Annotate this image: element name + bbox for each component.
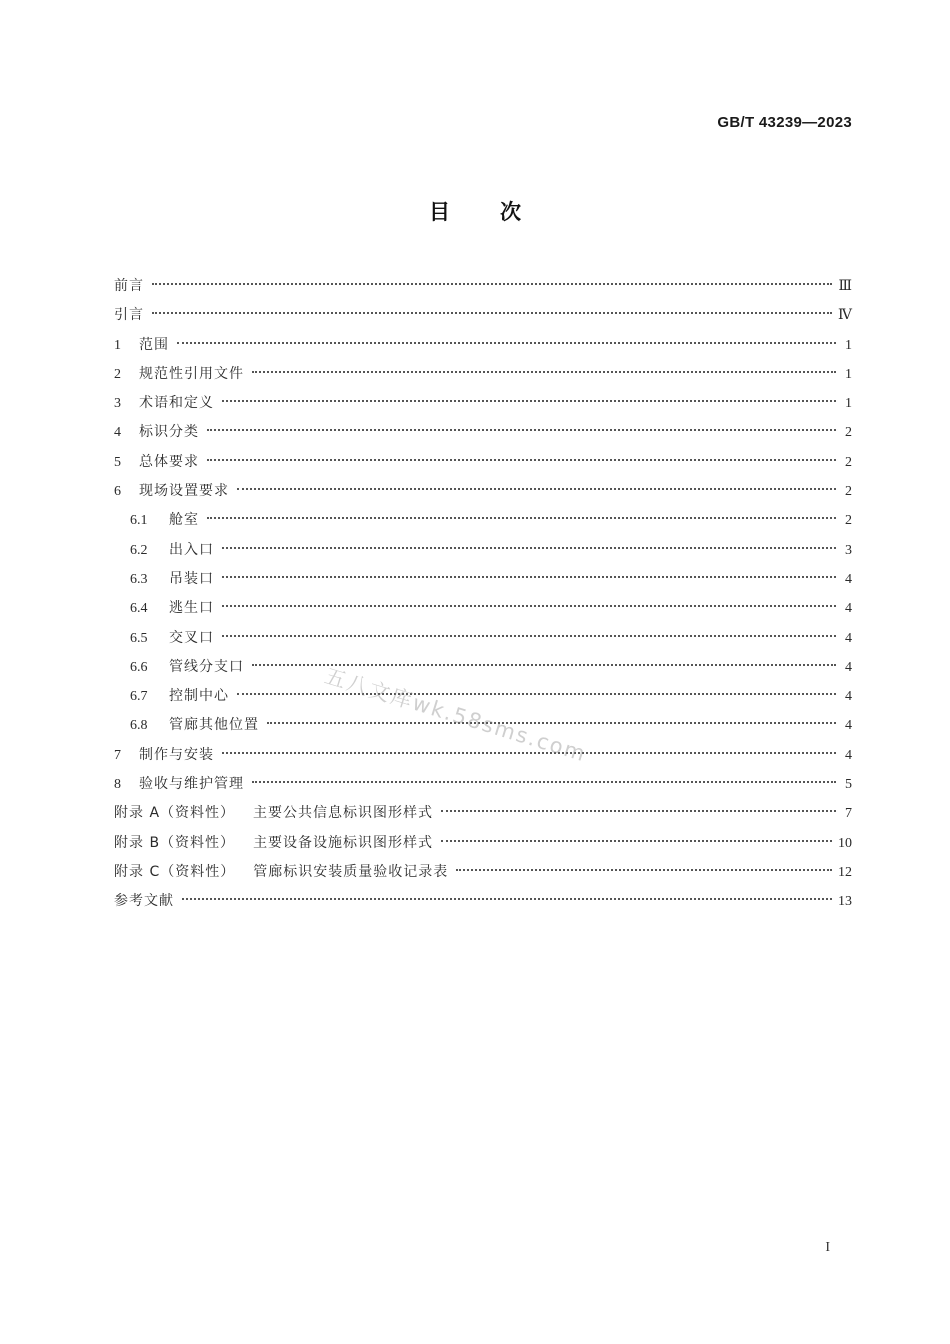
toc-entry-page: 3 bbox=[845, 542, 852, 558]
toc-entry-label: 出入口 bbox=[169, 541, 214, 558]
toc-entry-page: Ⅲ bbox=[838, 279, 852, 294]
toc-entry-number: 1 bbox=[114, 337, 121, 353]
toc-entry-page: 7 bbox=[845, 806, 852, 822]
dot-leader bbox=[222, 605, 836, 607]
dot-leader bbox=[222, 576, 836, 578]
toc-entry-page: 5 bbox=[845, 777, 852, 793]
dot-leader bbox=[222, 547, 836, 549]
toc-entry-appendix-c[interactable] bbox=[114, 861, 852, 890]
toc-entry-number: 6.7 bbox=[130, 689, 148, 705]
toc-entry-label: 交叉口 bbox=[169, 629, 214, 646]
toc-entry-page: 13 bbox=[838, 894, 852, 910]
toc-entry-label: 前言 bbox=[114, 278, 144, 294]
toc-entry-section-8[interactable] bbox=[114, 773, 852, 802]
toc-entry-page: 10 bbox=[838, 835, 852, 851]
dot-leader bbox=[441, 840, 832, 842]
dot-leader bbox=[182, 898, 832, 900]
dot-leader bbox=[152, 312, 832, 314]
page-title: 目次 bbox=[429, 200, 571, 224]
toc-entry-label: 术语和定义 bbox=[139, 395, 214, 412]
standard-code: GB/T 43239—2023 bbox=[717, 114, 852, 131]
dot-leader bbox=[222, 635, 836, 637]
dot-leader bbox=[237, 488, 836, 490]
toc-entry-page: Ⅳ bbox=[838, 308, 852, 324]
dot-leader bbox=[222, 400, 836, 402]
page-number: I bbox=[825, 1240, 830, 1255]
toc-entry-number: 6.6 bbox=[130, 659, 148, 675]
toc-entry-label: 逃生口 bbox=[169, 600, 214, 617]
dot-leader bbox=[441, 810, 836, 812]
toc-entry-section-6[interactable] bbox=[114, 480, 852, 509]
toc-entry-preface[interactable] bbox=[114, 275, 852, 304]
toc-entry-section-4[interactable] bbox=[114, 421, 852, 450]
toc-entry-number: 6.2 bbox=[130, 542, 148, 558]
toc-entry-page: 2 bbox=[845, 425, 852, 441]
toc-entry-label: 制作与安装 bbox=[139, 746, 214, 763]
dot-leader bbox=[152, 283, 832, 285]
toc-entry-page: 1 bbox=[845, 396, 852, 412]
toc-entry-appendix-a[interactable] bbox=[114, 802, 852, 831]
toc-entry-label: 吊装口 bbox=[169, 570, 214, 587]
toc-entry-label: 引言 bbox=[114, 307, 144, 324]
toc-entry-section-7[interactable] bbox=[114, 744, 852, 773]
dot-leader bbox=[207, 429, 836, 431]
toc-entry-label: 管廊标识安装质量验收记录表 bbox=[253, 863, 449, 880]
toc-entry-number: 8 bbox=[114, 777, 121, 793]
dot-leader bbox=[456, 869, 832, 871]
toc-entry-page: 4 bbox=[845, 571, 852, 587]
toc-entry-number: 4 bbox=[114, 425, 121, 441]
toc-entry-appendix-b[interactable] bbox=[114, 832, 852, 861]
dot-leader bbox=[252, 371, 836, 373]
toc-entry-section-2[interactable] bbox=[114, 363, 852, 392]
dot-leader bbox=[177, 342, 836, 344]
toc-entry-page: 4 bbox=[845, 689, 852, 705]
toc-entry-section-6-1[interactable] bbox=[114, 509, 852, 538]
dot-leader bbox=[237, 693, 836, 695]
toc-entry-label: 规范性引用文件 bbox=[139, 365, 244, 382]
dot-leader bbox=[207, 459, 836, 461]
toc-entry-appendix-prefix: 附录 C（资料性） bbox=[114, 863, 236, 880]
toc-entry-section-6-2[interactable] bbox=[114, 539, 852, 568]
toc-entry-page: 4 bbox=[845, 718, 852, 734]
toc-entry-references[interactable] bbox=[114, 890, 852, 919]
toc-entry-label: 参考文献 bbox=[114, 893, 174, 910]
toc-entry-page: 4 bbox=[845, 601, 852, 617]
toc-entry-section-6-3[interactable] bbox=[114, 568, 852, 597]
toc-entry-label: 控制中心 bbox=[169, 688, 229, 705]
toc-entry-number: 7 bbox=[114, 747, 121, 763]
watermark: 五八文库wk.58sms.com bbox=[321, 663, 590, 767]
toc-entry-number: 5 bbox=[114, 454, 121, 470]
toc-entry-label: 验收与维护管理 bbox=[139, 776, 244, 793]
toc-entry-label: 标识分类 bbox=[139, 424, 199, 441]
toc-entry-label: 主要设备设施标识图形样式 bbox=[253, 834, 434, 851]
toc-entry-label: 管廊其他位置 bbox=[169, 717, 259, 734]
toc-entry-appendix-prefix: 附录 A（资料性） bbox=[114, 805, 236, 822]
toc-entry-section-6-4[interactable] bbox=[114, 597, 852, 626]
toc-entry-label: 舱室 bbox=[169, 512, 199, 529]
toc-entry-label: 范围 bbox=[139, 336, 169, 353]
toc-entry-introduction[interactable] bbox=[114, 304, 852, 333]
toc-entry-section-1[interactable] bbox=[114, 334, 852, 363]
table-of-contents bbox=[114, 275, 852, 920]
toc-entry-number: 6 bbox=[114, 484, 121, 500]
toc-entry-section-6-6[interactable] bbox=[114, 656, 852, 685]
toc-entry-page: 4 bbox=[845, 630, 852, 646]
toc-entry-number: 2 bbox=[114, 366, 121, 382]
toc-entry-section-3[interactable] bbox=[114, 392, 852, 421]
toc-entry-page: 2 bbox=[845, 484, 852, 500]
toc-entry-number: 6.1 bbox=[130, 513, 148, 529]
toc-entry-label: 现场设置要求 bbox=[139, 483, 229, 500]
toc-entry-section-5[interactable] bbox=[114, 451, 852, 480]
toc-entry-page: 1 bbox=[845, 366, 852, 382]
toc-entry-number: 6.5 bbox=[130, 630, 148, 646]
toc-entry-number: 6.8 bbox=[130, 718, 148, 734]
toc-entry-label: 管线分支口 bbox=[169, 658, 244, 675]
dot-leader bbox=[252, 781, 836, 783]
toc-entry-number: 3 bbox=[114, 396, 121, 412]
toc-entry-appendix-prefix: 附录 B（资料性） bbox=[114, 834, 236, 851]
toc-entry-number: 6.4 bbox=[130, 601, 148, 617]
toc-entry-number: 6.3 bbox=[130, 571, 148, 587]
toc-entry-label: 主要公共信息标识图形样式 bbox=[253, 805, 434, 822]
toc-entry-page: 4 bbox=[845, 659, 852, 675]
dot-leader bbox=[267, 722, 836, 724]
dot-leader bbox=[207, 517, 836, 519]
toc-entry-label: 总体要求 bbox=[139, 453, 199, 470]
toc-entry-page: 2 bbox=[845, 454, 852, 470]
toc-entry-page: 2 bbox=[845, 513, 852, 529]
toc-entry-page: 1 bbox=[845, 337, 852, 353]
toc-entry-section-6-5[interactable] bbox=[114, 627, 852, 656]
toc-entry-page: 4 bbox=[845, 747, 852, 763]
toc-entry-page: 12 bbox=[838, 864, 852, 880]
